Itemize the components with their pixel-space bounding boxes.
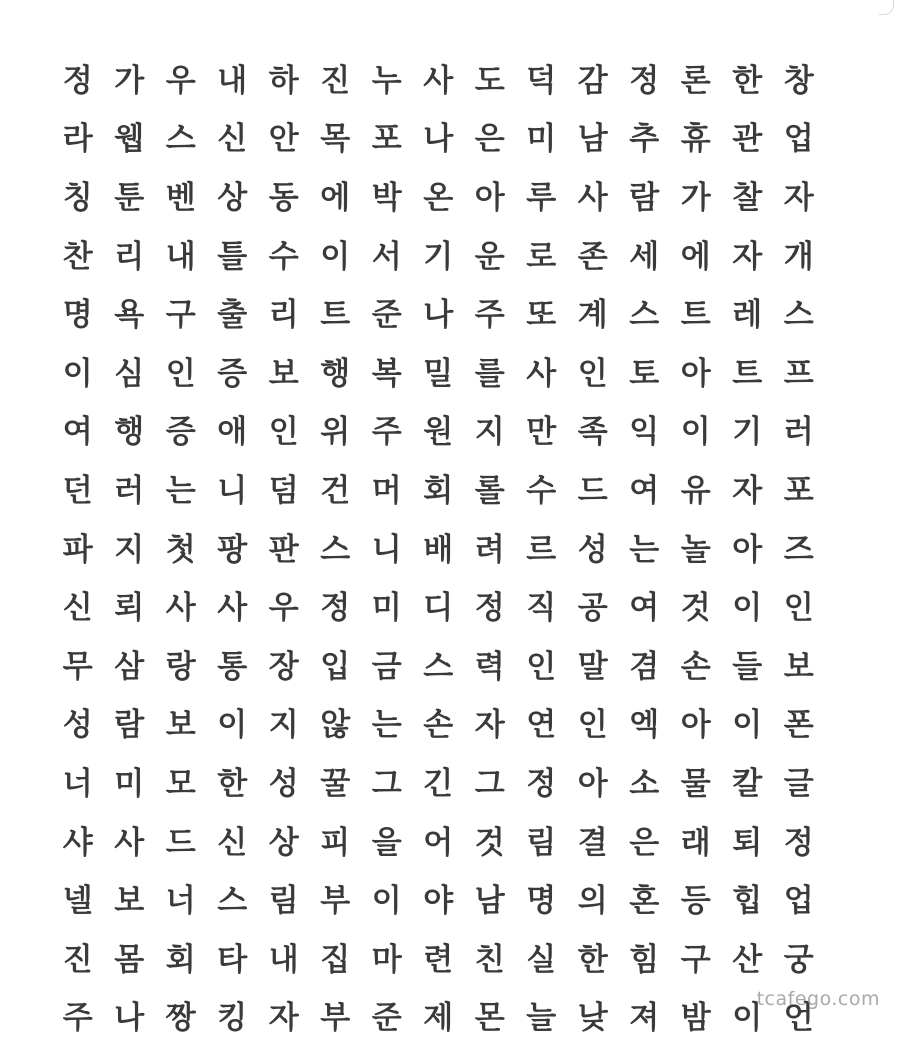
grid-cell[interactable]: 산: [732, 941, 763, 978]
grid-cell[interactable]: 을: [371, 824, 402, 861]
grid-cell[interactable]: 존: [577, 238, 608, 275]
grid-cell[interactable]: 궁: [783, 941, 814, 978]
grid-cell[interactable]: 상: [217, 179, 248, 216]
grid-cell[interactable]: 증: [165, 414, 196, 451]
grid-cell[interactable]: 뢰: [114, 590, 145, 627]
grid-cell[interactable]: 스: [165, 121, 196, 158]
grid-cell[interactable]: 즈: [783, 531, 814, 568]
grid-cell[interactable]: 칭: [62, 179, 93, 216]
grid-cell[interactable]: 롤: [474, 472, 505, 509]
grid-cell[interactable]: 샤: [62, 824, 93, 861]
grid-cell[interactable]: 엑: [629, 707, 660, 744]
grid-cell[interactable]: 의: [577, 883, 608, 920]
grid-cell[interactable]: 온: [423, 179, 454, 216]
grid-cell[interactable]: 피: [320, 824, 351, 861]
grid-cell[interactable]: 가: [114, 62, 145, 99]
grid-cell[interactable]: 힘: [629, 941, 660, 978]
grid-cell[interactable]: 리: [114, 238, 145, 275]
grid-cell[interactable]: 이: [732, 1000, 763, 1037]
grid-cell[interactable]: 정: [629, 62, 660, 99]
corner-decoration: [879, 0, 894, 15]
grid-cell[interactable]: 제: [423, 1000, 454, 1037]
grid-cell[interactable]: 첫: [165, 531, 196, 568]
grid-cell[interactable]: 이: [217, 707, 248, 744]
grid-cell[interactable]: 남: [577, 121, 608, 158]
grid-cell[interactable]: 내: [165, 238, 196, 275]
grid-cell[interactable]: 보: [783, 648, 814, 685]
grid-cell[interactable]: 덤: [268, 472, 299, 509]
grid-cell[interactable]: 주: [371, 414, 402, 451]
grid-cell[interactable]: 폰: [783, 707, 814, 744]
grid-cell[interactable]: 정: [526, 765, 557, 802]
grid-cell[interactable]: 론: [680, 62, 711, 99]
grid-cell[interactable]: 아: [732, 531, 763, 568]
grid-cell[interactable]: 누: [371, 62, 402, 99]
grid-cell[interactable]: 로: [526, 238, 557, 275]
grid-cell[interactable]: 등: [680, 883, 711, 920]
grid-cell[interactable]: 트: [732, 355, 763, 392]
grid-cell[interactable]: 틀: [217, 238, 248, 275]
grid-cell[interactable]: 휴: [680, 121, 711, 158]
grid-cell[interactable]: 하: [268, 62, 299, 99]
grid-cell[interactable]: 는: [165, 472, 196, 509]
grid-cell[interactable]: 정: [62, 62, 93, 99]
grid-cell[interactable]: 는: [629, 531, 660, 568]
grid-cell[interactable]: 한: [577, 941, 608, 978]
grid-cell[interactable]: 집: [320, 941, 351, 978]
grid-cell[interactable]: 친: [474, 941, 505, 978]
grid-cell[interactable]: 은: [474, 121, 505, 158]
grid-cell[interactable]: 라: [62, 121, 93, 158]
grid-cell[interactable]: 준: [371, 1000, 402, 1037]
grid-cell[interactable]: 툰: [114, 179, 145, 216]
grid-cell[interactable]: 벤: [165, 179, 196, 216]
grid-cell[interactable]: 말: [577, 648, 608, 685]
grid-cell[interactable]: 부: [320, 883, 351, 920]
grid-cell[interactable]: 랑: [165, 648, 196, 685]
grid-cell[interactable]: 수: [526, 472, 557, 509]
grid-cell[interactable]: 손: [423, 707, 454, 744]
grid-cell[interactable]: 사: [165, 590, 196, 627]
grid-cell[interactable]: 려: [474, 531, 505, 568]
grid-cell[interactable]: 덕: [526, 62, 557, 99]
grid-cell[interactable]: 행: [114, 414, 145, 451]
grid-cell[interactable]: 내: [268, 941, 299, 978]
grid-cell[interactable]: 유: [680, 472, 711, 509]
grid-cell[interactable]: 신: [217, 824, 248, 861]
grid-cell[interactable]: 밤: [680, 1000, 711, 1037]
grid-cell[interactable]: 정: [783, 824, 814, 861]
grid-cell[interactable]: 긴: [423, 765, 454, 802]
grid-cell[interactable]: 관: [732, 121, 763, 158]
grid-cell[interactable]: 수: [268, 238, 299, 275]
grid-cell[interactable]: 인: [577, 355, 608, 392]
grid-cell[interactable]: 개: [783, 238, 814, 275]
grid-cell[interactable]: 정: [320, 590, 351, 627]
grid-cell[interactable]: 여: [629, 472, 660, 509]
grid-cell[interactable]: 진: [320, 62, 351, 99]
grid-cell[interactable]: 만: [526, 414, 557, 451]
grid-cell[interactable]: 사: [526, 355, 557, 392]
grid-cell[interactable]: 력: [474, 648, 505, 685]
grid-cell[interactable]: 성: [62, 707, 93, 744]
grid-cell[interactable]: 이: [371, 883, 402, 920]
grid-cell[interactable]: 삼: [114, 648, 145, 685]
grid-cell[interactable]: 드: [165, 824, 196, 861]
grid-cell[interactable]: 파: [62, 531, 93, 568]
grid-cell[interactable]: 토: [629, 355, 660, 392]
grid-cell[interactable]: 를: [474, 355, 505, 392]
grid-cell[interactable]: 레: [732, 297, 763, 334]
grid-cell[interactable]: 드: [577, 472, 608, 509]
grid-cell[interactable]: 추: [629, 121, 660, 158]
grid-cell[interactable]: 루: [526, 179, 557, 216]
grid-cell[interactable]: 입: [320, 648, 351, 685]
grid-cell[interactable]: 가: [680, 179, 711, 216]
grid-cell[interactable]: 물: [680, 765, 711, 802]
grid-cell[interactable]: 신: [62, 590, 93, 627]
grid-cell[interactable]: 미: [371, 590, 402, 627]
grid-cell[interactable]: 인: [526, 648, 557, 685]
grid-cell[interactable]: 업: [783, 121, 814, 158]
grid-cell[interactable]: 져: [629, 1000, 660, 1037]
grid-cell[interactable]: 사: [577, 179, 608, 216]
grid-cell[interactable]: 는: [371, 707, 402, 744]
grid-cell[interactable]: 너: [62, 765, 93, 802]
grid-cell[interactable]: 구: [165, 297, 196, 334]
grid-cell[interactable]: 니: [217, 472, 248, 509]
grid-cell[interactable]: 에: [680, 238, 711, 275]
grid-cell[interactable]: 운: [474, 238, 505, 275]
grid-cell[interactable]: 지: [474, 414, 505, 451]
grid-cell[interactable]: 도: [474, 62, 505, 99]
grid-cell[interactable]: 금: [371, 648, 402, 685]
grid-cell[interactable]: 남: [474, 883, 505, 920]
grid-cell[interactable]: 명: [526, 883, 557, 920]
grid-cell[interactable]: 자: [474, 707, 505, 744]
grid-cell[interactable]: 행: [320, 355, 351, 392]
grid-cell[interactable]: 기: [732, 414, 763, 451]
grid-cell[interactable]: 몸: [114, 941, 145, 978]
grid-cell[interactable]: 진: [62, 941, 93, 978]
grid-cell[interactable]: 찰: [732, 179, 763, 216]
grid-cell[interactable]: 계: [577, 297, 608, 334]
grid-cell[interactable]: 장: [268, 648, 299, 685]
grid-cell[interactable]: 모: [165, 765, 196, 802]
grid-cell[interactable]: 래: [680, 824, 711, 861]
grid-cell[interactable]: 한: [217, 765, 248, 802]
grid-cell[interactable]: 람: [629, 179, 660, 216]
watermark: tcafego.com: [756, 988, 880, 1010]
grid-cell[interactable]: 자: [268, 1000, 299, 1037]
grid-cell[interactable]: 실: [526, 941, 557, 978]
grid-cell[interactable]: 자: [732, 472, 763, 509]
grid-cell[interactable]: 보: [268, 355, 299, 392]
grid-cell[interactable]: 감: [577, 62, 608, 99]
grid-cell[interactable]: 손: [680, 648, 711, 685]
grid-cell[interactable]: 너: [165, 883, 196, 920]
grid-cell[interactable]: 여: [629, 590, 660, 627]
grid-cell[interactable]: 나: [423, 121, 454, 158]
grid-cell[interactable]: 연: [526, 707, 557, 744]
grid-cell[interactable]: 이: [732, 707, 763, 744]
grid-cell[interactable]: 보: [165, 707, 196, 744]
grid-cell[interactable]: 자: [732, 238, 763, 275]
grid-cell[interactable]: 포: [371, 121, 402, 158]
grid-cell[interactable]: 스: [320, 531, 351, 568]
grid-cell[interactable]: 것: [680, 590, 711, 627]
grid-cell[interactable]: 아: [474, 179, 505, 216]
grid-cell[interactable]: 결: [577, 824, 608, 861]
grid-cell[interactable]: 우: [268, 590, 299, 627]
grid-cell[interactable]: 복: [371, 355, 402, 392]
grid-cell[interactable]: 성: [268, 765, 299, 802]
grid-cell[interactable]: 애: [217, 414, 248, 451]
grid-cell[interactable]: 르: [526, 531, 557, 568]
grid-cell[interactable]: 던: [62, 472, 93, 509]
grid-cell[interactable]: 사: [217, 590, 248, 627]
grid-cell[interactable]: 에: [320, 179, 351, 216]
grid-cell[interactable]: 마: [371, 941, 402, 978]
grid-cell[interactable]: 꿀: [320, 765, 351, 802]
grid-cell[interactable]: 스: [783, 297, 814, 334]
grid-cell[interactable]: 지: [268, 707, 299, 744]
grid-cell[interactable]: 혼: [629, 883, 660, 920]
grid-cell[interactable]: 정: [474, 590, 505, 627]
grid-cell[interactable]: 나: [423, 297, 454, 334]
grid-cell[interactable]: 러: [114, 472, 145, 509]
grid-cell[interactable]: 련: [423, 941, 454, 978]
grid-cell[interactable]: 심: [114, 355, 145, 392]
grid-cell[interactable]: 글: [783, 765, 814, 802]
grid-cell[interactable]: 림: [268, 883, 299, 920]
grid-cell[interactable]: 힙: [732, 883, 763, 920]
grid-cell[interactable]: 이: [732, 590, 763, 627]
grid-cell[interactable]: 한: [732, 62, 763, 99]
grid-cell[interactable]: 아: [577, 765, 608, 802]
grid-cell[interactable]: 세: [629, 238, 660, 275]
grid-cell[interactable]: 아: [680, 707, 711, 744]
grid-cell[interactable]: 회: [423, 472, 454, 509]
grid-cell[interactable]: 내: [217, 62, 248, 99]
grid-cell[interactable]: 나: [114, 1000, 145, 1037]
grid-cell[interactable]: 족: [577, 414, 608, 451]
grid-cell[interactable]: 낮: [577, 1000, 608, 1037]
grid-cell[interactable]: 안: [268, 121, 299, 158]
grid-cell[interactable]: 사: [114, 824, 145, 861]
grid-cell[interactable]: 밀: [423, 355, 454, 392]
grid-cell[interactable]: 칼: [732, 765, 763, 802]
grid-cell[interactable]: 은: [629, 824, 660, 861]
grid-cell[interactable]: 상: [268, 824, 299, 861]
grid-cell[interactable]: 공: [577, 590, 608, 627]
grid-cell[interactable]: 증: [217, 355, 248, 392]
grid-cell[interactable]: 스: [629, 297, 660, 334]
grid-cell[interactable]: 스: [217, 883, 248, 920]
grid-cell[interactable]: 배: [423, 531, 454, 568]
grid-cell[interactable]: 업: [783, 883, 814, 920]
grid-cell[interactable]: 이: [680, 414, 711, 451]
grid-cell[interactable]: 것: [474, 824, 505, 861]
grid-cell[interactable]: 주: [474, 297, 505, 334]
grid-cell[interactable]: 리: [268, 297, 299, 334]
grid-cell[interactable]: 회: [165, 941, 196, 978]
grid-cell[interactable]: 인: [577, 707, 608, 744]
grid-cell[interactable]: 직: [526, 590, 557, 627]
grid-cell[interactable]: 원: [423, 414, 454, 451]
grid-cell[interactable]: 몬: [474, 1000, 505, 1037]
grid-cell[interactable]: 서: [371, 238, 402, 275]
grid-cell[interactable]: 위: [320, 414, 351, 451]
grid-cell[interactable]: 포: [783, 472, 814, 509]
grid-cell[interactable]: 넬: [62, 883, 93, 920]
grid-cell[interactable]: 동: [268, 179, 299, 216]
grid-cell[interactable]: 성: [577, 531, 608, 568]
grid-cell[interactable]: 들: [732, 648, 763, 685]
grid-cell[interactable]: 미: [526, 121, 557, 158]
grid-cell[interactable]: 구: [680, 941, 711, 978]
grid-cell[interactable]: 찬: [62, 238, 93, 275]
grid-cell[interactable]: 짱: [165, 1000, 196, 1037]
grid-cell[interactable]: 이: [320, 238, 351, 275]
grid-cell[interactable]: 목: [320, 121, 351, 158]
word-search-grid: [52, 52, 825, 1048]
grid-cell[interactable]: 머: [371, 472, 402, 509]
grid-cell[interactable]: 사: [423, 62, 454, 99]
grid-cell[interactable]: 퇴: [732, 824, 763, 861]
grid-cell[interactable]: 출: [217, 297, 248, 334]
grid-cell[interactable]: 욕: [114, 297, 145, 334]
grid-cell[interactable]: 겸: [629, 648, 660, 685]
grid-cell[interactable]: 박: [371, 179, 402, 216]
grid-cell[interactable]: 익: [629, 414, 660, 451]
grid-cell[interactable]: 프: [783, 355, 814, 392]
grid-cell[interactable]: 지: [114, 531, 145, 568]
grid-cell[interactable]: 인: [165, 355, 196, 392]
grid-cell[interactable]: 판: [268, 531, 299, 568]
grid-cell[interactable]: 니: [371, 531, 402, 568]
grid-cell[interactable]: 않: [320, 707, 351, 744]
grid-cell[interactable]: 디: [423, 590, 454, 627]
grid-cell[interactable]: 러: [783, 414, 814, 451]
grid-cell[interactable]: 팡: [217, 531, 248, 568]
grid-cell[interactable]: 어: [423, 824, 454, 861]
grid-cell[interactable]: 준: [371, 297, 402, 334]
grid-cell[interactable]: 웹: [114, 121, 145, 158]
grid-cell[interactable]: 늘: [526, 1000, 557, 1037]
grid-cell[interactable]: 타: [217, 941, 248, 978]
grid-cell[interactable]: 그: [474, 765, 505, 802]
grid-cell[interactable]: 킹: [217, 1000, 248, 1037]
grid-cell[interactable]: 놀: [680, 531, 711, 568]
grid-cell[interactable]: 여: [62, 414, 93, 451]
grid-cell[interactable]: 우: [165, 62, 196, 99]
grid-cell[interactable]: 아: [680, 355, 711, 392]
grid-cell[interactable]: 스: [423, 648, 454, 685]
grid-cell[interactable]: 인: [268, 414, 299, 451]
grid-cell[interactable]: 또: [526, 297, 557, 334]
grid-cell[interactable]: 트: [680, 297, 711, 334]
grid-cell[interactable]: 부: [320, 1000, 351, 1037]
grid-cell[interactable]: 트: [320, 297, 351, 334]
grid-cell[interactable]: 무: [62, 648, 93, 685]
grid-cell[interactable]: 그: [371, 765, 402, 802]
grid-cell[interactable]: 신: [217, 121, 248, 158]
grid-cell[interactable]: 창: [783, 62, 814, 99]
grid-cell[interactable]: 언: [783, 1000, 814, 1037]
grid-cell[interactable]: 건: [320, 472, 351, 509]
grid-cell[interactable]: 미: [114, 765, 145, 802]
grid-cell[interactable]: 명: [62, 297, 93, 334]
grid-cell[interactable]: 람: [114, 707, 145, 744]
grid-cell[interactable]: 기: [423, 238, 454, 275]
grid-cell[interactable]: 주: [62, 1000, 93, 1037]
grid-cell[interactable]: 자: [783, 179, 814, 216]
grid-cell[interactable]: 이: [62, 355, 93, 392]
grid-cell[interactable]: 인: [783, 590, 814, 627]
grid-cell[interactable]: 림: [526, 824, 557, 861]
grid-cell[interactable]: 보: [114, 883, 145, 920]
grid-cell[interactable]: 야: [423, 883, 454, 920]
grid-cell[interactable]: 소: [629, 765, 660, 802]
grid-cell[interactable]: 통: [217, 648, 248, 685]
